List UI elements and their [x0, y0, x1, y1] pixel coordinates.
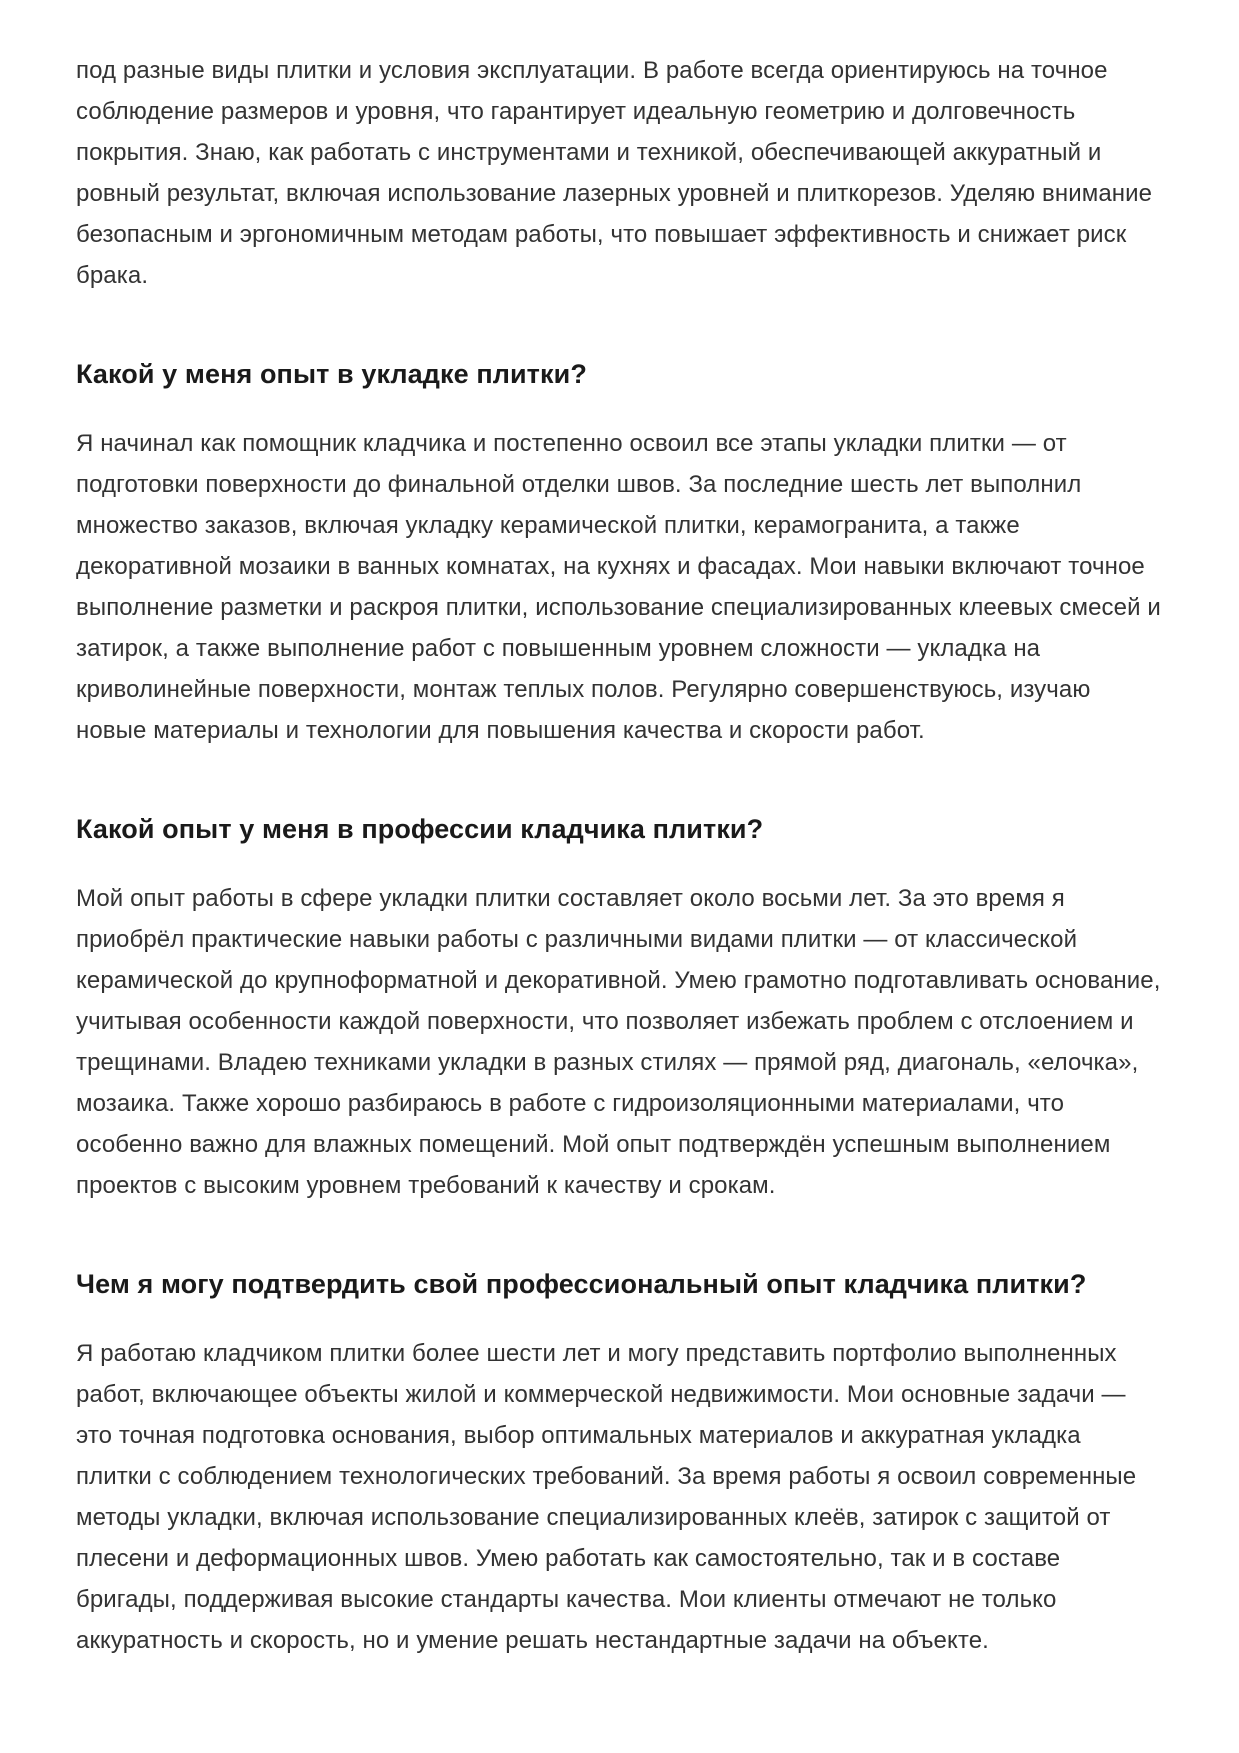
- section-heading: Какой у меня опыт в укладке плитки?: [76, 359, 587, 389]
- section-heading: Чем я могу подтвердить свой профессиональный опыт кладчика плитки?: [76, 1269, 1087, 1299]
- section-tile-laying-experience: [76, 356, 1163, 751]
- section-paragraph: Я работаю кладчиком плитки более шести лет и могу представить портфолио выполненных работ, включающее объекты жилой и коммерческой недвижимости. Мои основные задачи — это точная подготовка основания, выбор оптимальных материалов и аккуратная укладка плитки с соблюдением технологических требований. За время работы я освоил современные методы укладки, включая использование специализированных клеёв, затирок с защитой от плесени и деформационных швов. Умею работать как самостоятельно, так и в составе бригады, поддерживая высокие стандарты качества. Мои клиенты отмечают не только аккуратность и скорость, но и умение решать нестандартные задачи на объекте.: [76, 1340, 1137, 1654]
- section-profession-experience: [76, 811, 1163, 1206]
- section-paragraph: Мой опыт работы в сфере укладки плитки составляет около восьми лет. За это время я приобрёл практические навыки работы с различными видами плитки — от классической керамической до крупноформатной и декоративной. Умею грамотно подготавливать основание, учитывая особенности каждой поверхности, что позволяет избежать проблем с отслоением и трещинами. Владею техниками укладки в разных стилях — прямой ряд, диагональ, «елочка», мозаика. Также хорошо разбираюсь в работе с гидроизоляционными материалами, что особенно важно для влажных помещений. Мой опыт подтверждён успешным выполнением проектов с высоким уровнем требований к качеству и срокам.: [76, 885, 1161, 1199]
- section-experience-proof: [76, 1266, 1163, 1661]
- intro-paragraph: под разные виды плитки и условия эксплуатации. В работе всегда ориентируюсь на точное соблюдение размеров и уровня, что гарантирует идеальную геометрию и долговечность покрытия. Знаю, как работать с инструментами и техникой, обеспечивающей аккуратный и ровный результат, включая использование лазерных уровней и плиткорезов. Уделяю внимание безопасным и эргономичным методам работы, что повышает эффективность и снижает риск брака.: [76, 57, 1153, 289]
- section-heading: Какой опыт у меня в профессии кладчика плитки?: [76, 814, 764, 844]
- section-paragraph: Я начинал как помощник кладчика и постепенно освоил все этапы укладки плитки — от подготовки поверхности до финальной отделки швов. За последние шесть лет выполнил множество заказов, включая укладку керамической плитки, керамогранита, а также декоративной мозаики в ванных комнатах, на кухнях и фасадах. Мои навыки включают точное выполнение разметки и раскроя плитки, использование специализированных клеевых смесей и затирок, а также выполнение работ с повышенным уровнем сложности — укладка на криволинейные поверхности, монтаж теплых полов. Регулярно совершенствуюсь, изучаю новые материалы и технологии для повышения качества и скорости работ.: [76, 430, 1161, 744]
- document-body: [76, 50, 1163, 1661]
